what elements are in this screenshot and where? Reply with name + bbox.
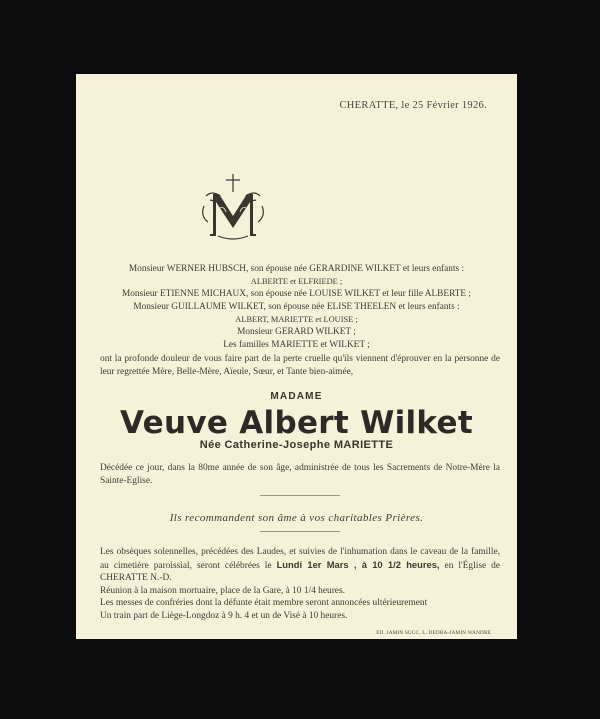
train-line: Un train part de Liège-Longdoz à 9 h. 4 et un de Visé à 10 heures. [100, 610, 348, 621]
family-line-3: Monsieur ETIENNE MICHAUX, son épouse née LOUISE WILKET et leur fille ALBERTE ; [122, 289, 471, 299]
maiden-name-line: Née Catherine-Josephe MARIETTE [199, 439, 394, 451]
family-line-1: Monsieur WERNER HUBSCH, son épouse née GERARDINE WILKET et leurs enfants : [128, 264, 465, 274]
mourning-card [76, 74, 517, 639]
family-line-6: Monsieur GERARD WILKET ; [237, 327, 356, 337]
meeting-line: Réunion à la maison mortuaire, place de la Gare, à 10 1/4 heures. [100, 585, 345, 596]
deceased-name: Veuve Albert Wilket [120, 405, 473, 441]
family-line-7: Les familles MARIETTE et WILKET ; [223, 340, 370, 350]
death-notice-paragraph: Décédée ce jour, dans la 80me année de son âge, administrée de tous les Sacrements de Notre-Mère la Sainte-Eglise. [100, 463, 500, 486]
divider-upper [260, 495, 340, 496]
family-line-5: ALBERT, MARIETTE et LOUISE ; [235, 315, 358, 324]
family-line-2: ALBERTE et ELFRIEDE ; [250, 277, 343, 286]
funeral-text-end: en l'Église de CHERATTE N.-D. [100, 560, 500, 584]
announcement-paragraph: ont la profonde douleur de vous faire part de la perte cruelle qu'ils viennent d'éprouver en la personne de leur regrettée Mère, Belle-Mère, Aïeule, Sœur, et Tante bien-aimée, [100, 354, 500, 377]
cross-monogram-m-icon [198, 172, 268, 244]
date-line: CHERATTE, le 25 Février 1926. [339, 100, 487, 111]
title-madame: MADAME [270, 391, 323, 402]
funeral-date: Lundi 1er Mars , à 10 1/2 heures, [276, 558, 440, 570]
printer-credit: ED. JAMIN SUCC. L. DEDRA-JAMIN WANDRE [376, 630, 491, 636]
divider-lower [260, 531, 340, 532]
funeral-text-start: Les obsèques solennelles, précédées des Laudes, et suivies de l'inhumation dans le caveau de la famille, au cimetière paroissial, seront célébrées le [100, 547, 500, 571]
funeral-paragraph [100, 546, 500, 623]
family-line-4: Monsieur GUILLAUME WILKET, son épouse née ELISE THEELEN et leurs enfants : [133, 302, 460, 312]
prayer-line: Ils recommandent son âme à vos charitables Prières. [169, 512, 424, 524]
masses-line: Les messes de confréries dont la défunte était membre seront annoncées ultérieurement [100, 598, 428, 609]
